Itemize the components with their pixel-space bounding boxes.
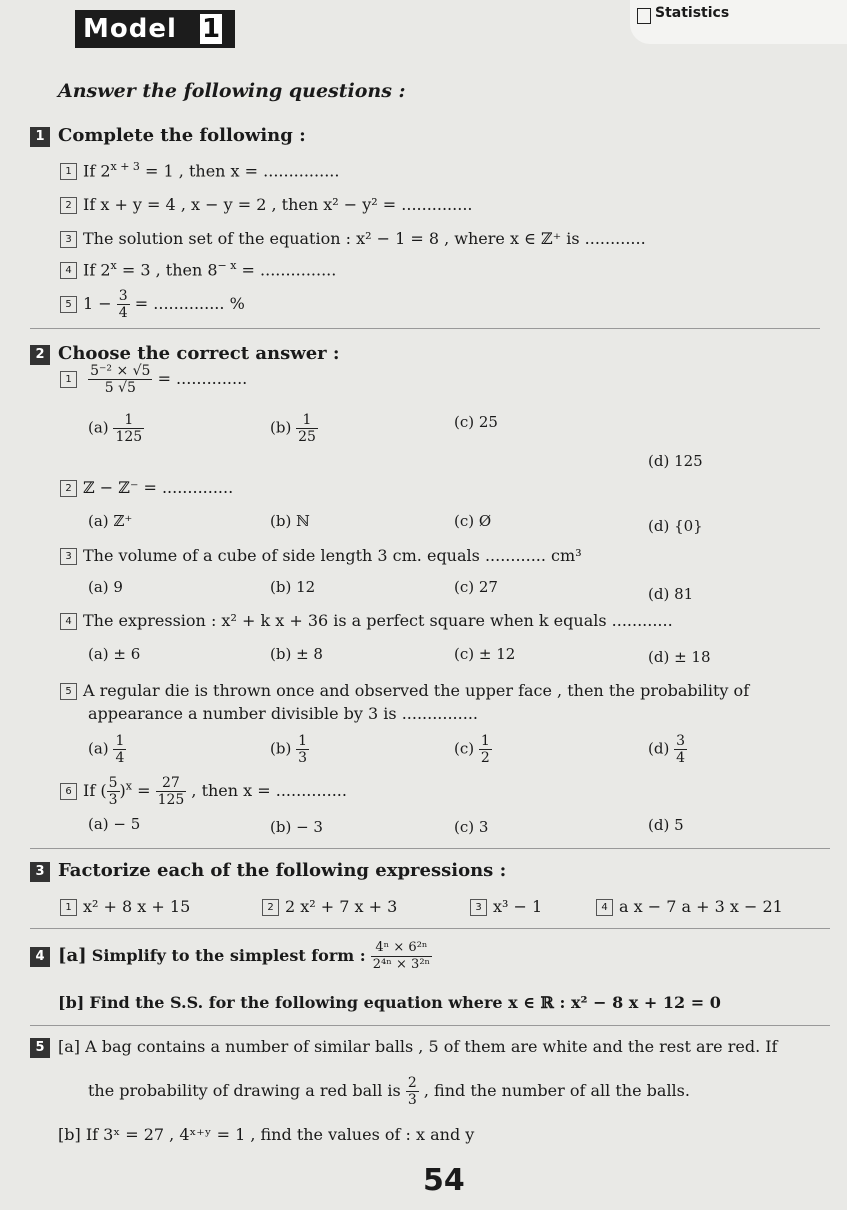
q3-title: Factorize each of the following expressions :	[58, 860, 507, 881]
q2-item-5-line2: appearance a number divisible by 3 is ...............	[88, 704, 478, 723]
q1-title: Complete the following :	[58, 125, 306, 146]
item-number: 1	[60, 899, 77, 916]
item-number: 5	[60, 683, 77, 700]
fraction	[406, 1075, 419, 1108]
q1-item-2	[60, 195, 472, 214]
choice-d[interactable]: (d) 125	[648, 452, 703, 470]
q5-b-text: If 3ˣ = 27 , 4ˣ⁺ʸ = 1 , find the values of : x and y	[85, 1125, 475, 1144]
choice-b[interactable]: (b) − 3	[270, 818, 323, 836]
q3-item-3	[470, 897, 542, 916]
choice-c[interactable]: (c) Ø	[454, 512, 492, 530]
q1-5-text: 1 −	[83, 294, 112, 313]
q1-4-text: If 2	[83, 260, 111, 280]
choice-label: (a)	[88, 739, 109, 758]
q3-item-4	[596, 897, 783, 916]
fraction-denominator: 3	[108, 792, 118, 808]
fraction-denominator: 125	[157, 792, 185, 808]
q1-item-4	[60, 259, 336, 279]
q3-item-1	[60, 897, 190, 916]
model-number: 1	[201, 14, 221, 44]
q2-item-6: 6 If ( $\frac{5}{3}$ )$^x$ = $\frac{27}{125}$ , then x = ..............	[60, 775, 347, 808]
item-number: 2	[60, 480, 77, 497]
q1-item-1	[60, 160, 339, 180]
item-number: 4	[60, 613, 77, 630]
choice-b[interactable]	[270, 733, 309, 766]
fraction-numerator: 27	[156, 775, 187, 792]
item-number: 1	[60, 163, 77, 180]
q1-3-text: The solution set of the equation : x² − 1 = 8 , where x ∈ ℤ⁺ is ............	[83, 229, 646, 248]
choice-b[interactable]: (b) ℕ	[270, 512, 310, 530]
q1-4-text-mid: = 3 , then 8	[121, 260, 218, 280]
choice-d[interactable]: (d) ± 18	[648, 648, 711, 666]
fraction-numerator: 1	[296, 412, 318, 429]
fraction-denominator: 4	[115, 750, 125, 766]
fraction-numerator: 1	[298, 733, 308, 749]
fraction	[371, 940, 432, 973]
choice-d[interactable]: (d) 5	[648, 816, 684, 834]
choice-label: (c)	[454, 739, 475, 758]
divider	[30, 928, 830, 929]
fraction-numerator: 3	[676, 733, 686, 749]
q3-item-2	[262, 897, 397, 916]
q4-b-text: Find the S.S. for the following equation where x ∈ ℝ : x² − 8 x + 12 = 0	[89, 993, 721, 1012]
fraction-denominator: 3	[298, 750, 308, 766]
q2-6-text-end: , then x = ..............	[191, 781, 347, 800]
q5-a-text: A bag contains a number of similar balls , 5 of them are white and the rest are red. If	[85, 1037, 778, 1056]
q2-5-text: A regular die is thrown once and observed the upper face , then the probability of	[83, 681, 750, 700]
q2-1-text: = ..............	[157, 369, 248, 388]
fraction	[113, 733, 126, 766]
choice-a[interactable]: (a) ℤ⁺	[88, 512, 133, 530]
fraction-denominator: 125	[115, 429, 143, 445]
fraction	[674, 733, 687, 766]
fraction	[156, 775, 187, 808]
item-number: 3	[60, 548, 77, 565]
fraction-numerator: 1	[480, 733, 490, 749]
choice-d[interactable]	[648, 733, 687, 766]
q1-4-text-end: = ...............	[241, 260, 337, 280]
page-number: 54	[423, 1163, 465, 1198]
fraction-denominator: 5 √5	[104, 380, 136, 396]
fraction	[88, 363, 152, 396]
fraction-denominator: 2⁴ⁿ × 3²ⁿ	[372, 957, 431, 972]
choice-b[interactable]: (b) ± 8	[270, 645, 323, 663]
q3-1-text: x² + 8 x + 15	[83, 897, 191, 916]
part-label: [b]	[58, 993, 85, 1012]
fraction-numerator: 1	[113, 412, 144, 429]
item-number: 6	[60, 783, 77, 800]
q1-1-text: If 2	[83, 161, 111, 181]
q4-a	[30, 940, 432, 973]
q2-item-3	[60, 546, 582, 565]
q1-number: 1	[30, 127, 50, 147]
fraction-numerator: 5⁻² × √5	[90, 363, 151, 379]
fraction-denominator: 4	[118, 305, 128, 321]
fraction	[117, 288, 130, 321]
instruction: Answer the following questions :	[58, 80, 406, 102]
choice-a[interactable]: (a) − 5	[88, 815, 141, 833]
fraction-denominator: 2	[480, 750, 490, 766]
q2-item-1	[60, 363, 247, 396]
q3-2-text: 2 x² + 7 x + 3	[285, 897, 398, 916]
q2-4-text: The expression : x² + k x + 36 is a perfect square when k equals ............	[83, 611, 673, 630]
item-number: 4	[596, 899, 613, 916]
choice-label: (b)	[270, 418, 292, 437]
q5-number: 5	[30, 1038, 50, 1058]
part-label: [a]	[58, 1037, 81, 1056]
q2-heading	[30, 343, 340, 365]
divider	[30, 1025, 830, 1026]
choice-a[interactable]	[88, 733, 126, 766]
choice-a[interactable]: (a) ± 6	[88, 645, 141, 663]
section-title: Statistics	[655, 5, 730, 21]
choice-a[interactable]	[88, 412, 144, 445]
q1-heading	[30, 125, 306, 147]
choice-c[interactable]	[454, 733, 492, 766]
item-number: 3	[470, 899, 487, 916]
model-label: Model	[75, 10, 235, 48]
q5-a-text2-end: , find the number of all the balls.	[423, 1081, 690, 1100]
fraction	[479, 733, 492, 766]
item-number: 4	[60, 262, 77, 279]
item-number: 2	[262, 899, 279, 916]
choice-b[interactable]	[270, 412, 318, 445]
part-label: [a]	[58, 945, 87, 966]
q3-3-text: x³ − 1	[493, 897, 543, 916]
q1-1-text-end: = 1 , then x = ...............	[145, 161, 340, 181]
item-number: 3	[60, 231, 77, 248]
q3-number: 3	[30, 862, 50, 882]
part-label: [b]	[58, 1125, 81, 1144]
fraction	[296, 733, 309, 766]
q5-a	[30, 1037, 777, 1058]
fraction	[296, 412, 318, 445]
q5-a-line2	[88, 1075, 690, 1108]
q1-4-exponent-2: − x	[217, 259, 237, 272]
q2-6-exponent: x	[125, 779, 132, 793]
fraction-denominator: 3	[407, 1092, 417, 1108]
choice-c[interactable]: (c) 27	[454, 578, 498, 596]
q3-4-text: a x − 7 a + 3 x − 21	[619, 897, 783, 916]
choice-label: (a)	[88, 418, 109, 437]
choice-c[interactable]: (c) ± 12	[454, 645, 516, 663]
q4-a-text: Simplify to the simplest form :	[91, 946, 366, 965]
fraction-numerator: 3	[118, 288, 128, 304]
fraction-numerator: 1	[115, 733, 125, 749]
divider	[30, 328, 820, 329]
q3-heading	[30, 860, 506, 882]
q4-number: 4	[30, 947, 50, 967]
item-number: 2	[60, 197, 77, 214]
q2-number: 2	[30, 345, 50, 365]
choice-label: (b)	[270, 739, 292, 758]
fraction-denominator: 4	[676, 750, 686, 766]
q2-item-5	[60, 681, 749, 700]
divider	[30, 848, 830, 849]
q2-3-text: The volume of a cube of side length 3 cm. equals ............ cm³	[83, 546, 582, 565]
book-icon	[637, 8, 651, 24]
fraction-denominator: 25	[298, 429, 316, 445]
choice-c[interactable]: (c) 3	[454, 818, 489, 836]
q2-6-equals: =	[137, 781, 151, 800]
choice-d[interactable]: (d) {0}	[648, 517, 703, 535]
choice-b[interactable]: (b) 12	[270, 578, 316, 596]
choice-d[interactable]: (d) 81	[648, 585, 694, 603]
q2-6-text: If	[83, 781, 96, 800]
q1-5-text-end: = .............. %	[134, 294, 245, 313]
q4-b	[58, 993, 721, 1012]
choice-c[interactable]: (c) 25	[454, 413, 498, 431]
fraction-numerator: 5	[108, 775, 118, 791]
q2-title: Choose the correct answer :	[58, 343, 340, 364]
q1-1-exponent: x + 3	[110, 160, 140, 173]
q2-item-2	[60, 478, 233, 497]
q1-2-text: If x + y = 4 , x − y = 2 , then x² − y² = ..............	[83, 195, 473, 214]
fraction-numerator: 4ⁿ × 6²ⁿ	[371, 940, 432, 957]
choice-a[interactable]: (a) 9	[88, 578, 123, 596]
q5-a-text2: the probability of drawing a red ball is	[88, 1081, 401, 1100]
q2-2-text: ℤ − ℤ⁻ = ..............	[83, 478, 234, 497]
fraction	[113, 412, 144, 445]
q2-item-4	[60, 611, 673, 630]
q5-b	[58, 1125, 474, 1144]
item-number: 1	[60, 371, 77, 388]
item-number: 5	[60, 296, 77, 313]
q1-item-5	[60, 288, 245, 321]
fraction-numerator: 2	[407, 1075, 417, 1091]
choice-label: (d)	[648, 739, 670, 758]
q1-item-3	[60, 229, 646, 248]
fraction	[107, 775, 120, 808]
q1-4-exponent: x	[110, 259, 117, 272]
